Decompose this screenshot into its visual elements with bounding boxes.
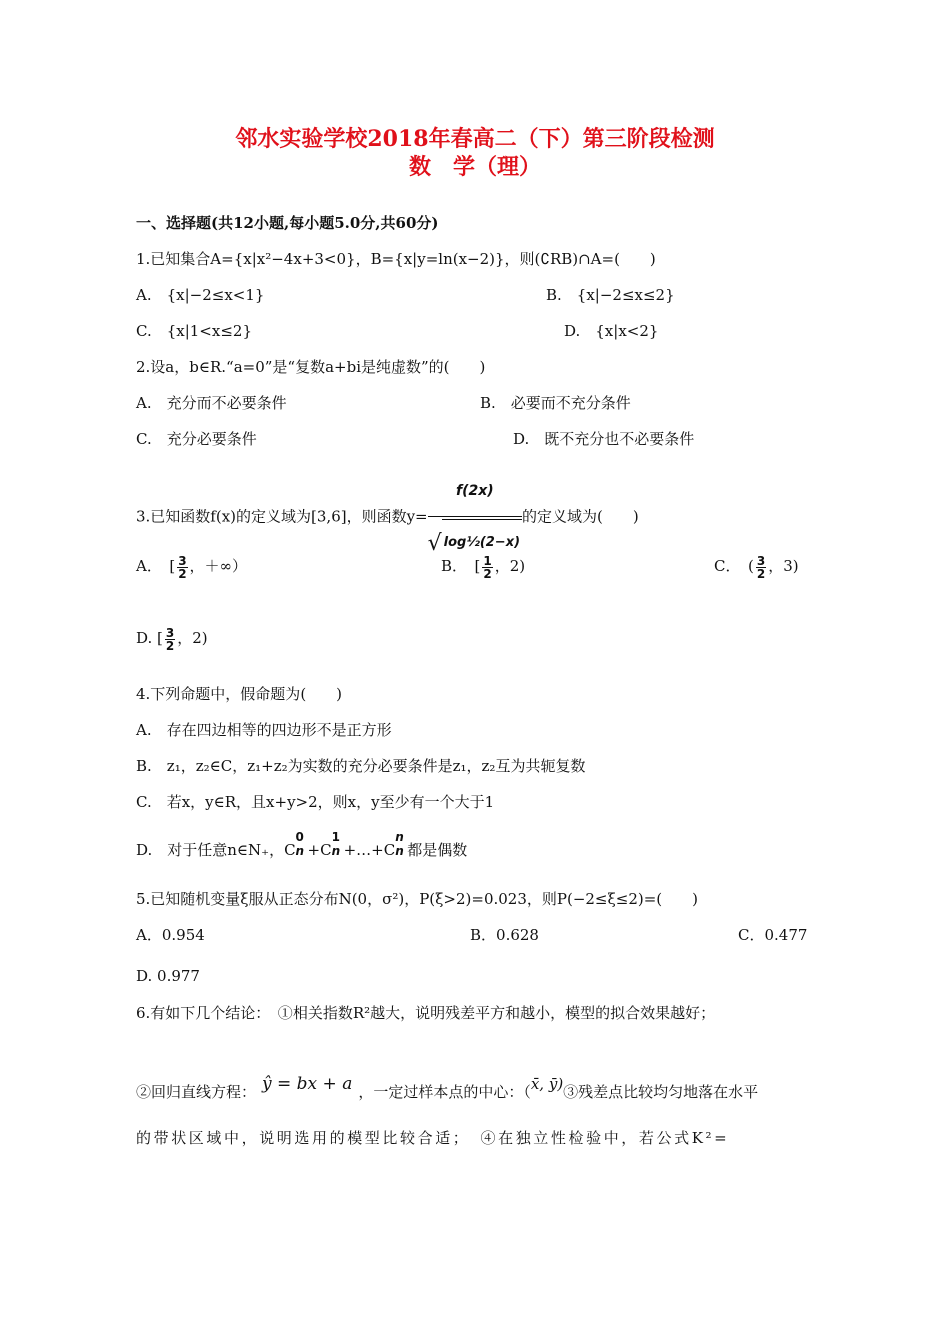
binom-n [395, 830, 407, 861]
q6-line3: 的带状区域中，说明选用的模型比较合适； ④在独立性检验中，若公式K²= [136, 1129, 730, 1147]
binom-top: 0 [295, 830, 304, 844]
q5-stem: 5.已知随机变量ξ服从正态分布N(0，σ²)，P(ξ>2)=0.023，则P(−2≤ξ≤2)=( ) [136, 890, 699, 908]
q3-option-d [136, 625, 208, 652]
q4-d-post: 都是偶数 [407, 841, 468, 859]
q2-option-a: A. 充分而不必要条件 [136, 394, 287, 412]
q3-d-frac [165, 627, 175, 652]
q5-option-d: D. 0.977 [136, 967, 200, 985]
frac-num: 3 [178, 553, 187, 568]
frac-den: 2 [165, 638, 175, 653]
q3-a-pre: A． [ [136, 557, 176, 575]
q6-line2-mid: ，一定过样本点的中心：（ [358, 1083, 531, 1101]
q5-option-b: B．0.628 [470, 926, 539, 944]
q3-option-a [136, 553, 247, 580]
q3-b-pre: B． [ [441, 557, 481, 575]
frac-den: 2 [178, 566, 187, 581]
binom-1 [331, 830, 344, 861]
q3-b-post: ，2) [494, 557, 526, 575]
q4-d-mid2: +…+C [343, 841, 396, 859]
binom-bottom: n [331, 844, 341, 858]
q2-option-d: D. 既不充分也不必要条件 [513, 430, 695, 448]
q4-option-b: B. z₁，z₂∈C，z₁+z₂为实数的充分必要条件是z₁，z₂互为共轭复数 [136, 757, 586, 775]
q3-radicand: log½(2−x) [442, 519, 522, 566]
binom-0 [295, 830, 308, 861]
binom-bottom: n [395, 844, 404, 858]
q3-a-frac [177, 555, 187, 580]
frac-den: 2 [483, 566, 492, 581]
q4-option-c: C. 若x，y∈R，且x+y>2，则x，y至少有一个大于1 [136, 793, 495, 811]
exam-subtitle: 数 学（理） [408, 154, 541, 180]
frac-num: 1 [483, 553, 492, 568]
q2-option-b: B. 必要而不充分条件 [480, 394, 631, 412]
exam-title: 邻水实验学校2018年春高二（下）第三阶段检测 [235, 126, 715, 152]
q3-option-c [714, 553, 799, 580]
q3-d-post: ，2) [177, 629, 208, 647]
regression-formula: ŷ = bx + a [262, 1074, 353, 1094]
binom-bottom: n [295, 844, 305, 858]
q1-option-c: C. {x|1<x≤2} [136, 322, 252, 340]
q3-stem-pre: 3.已知函数f(x)的定义域为[3,6]，则函数y= [136, 507, 428, 526]
q3-b-frac [482, 555, 492, 580]
q5-option-a: A．0.954 [136, 926, 205, 944]
sqrt-icon: √ [427, 531, 442, 556]
q3-option-b [441, 553, 525, 580]
q6-line2-post: ③残差点比较均匀地落在水平 [563, 1083, 759, 1101]
q4-option-a: A. 存在四边相等的四边形不是正方形 [136, 721, 392, 739]
q4-d-mid1: +C [307, 841, 332, 859]
q4-d-pre: D. 对于任意n∈N₊，C [136, 841, 296, 859]
q6-line1: 6.有如下几个结论： ①相关指数R²越大，说明残差平方和越小，模型的拟合效果越好； [136, 1004, 716, 1022]
q2-option-c: C. 充分必要条件 [136, 430, 257, 448]
q1-stem: 1.已知集合A={x|x²−4x+3<0}，B={x|y=ln(x−2)}，则(∁RB)∩A=( ) [136, 250, 656, 268]
q6-line2 [136, 1072, 758, 1104]
q3-d-pre: D. [ [136, 629, 163, 647]
q5-option-c: C．0.477 [738, 926, 808, 944]
q3-c-frac [756, 555, 766, 580]
q3-c-post: ，3) [768, 557, 799, 575]
frac-den: 2 [756, 566, 766, 581]
frac-num: 3 [165, 625, 175, 640]
binom-top: n [395, 830, 404, 844]
q1-option-a: A. {x|−2≤x<1} [136, 286, 265, 304]
section-heading: 一、选择题(共12小题,每小题5.0分,共60分) [136, 214, 439, 232]
sample-center: x̄, ȳ) [530, 1075, 564, 1093]
q4-stem: 4.下列命题中，假命题为( ) [136, 685, 343, 703]
q3-a-post: ，＋∞） [189, 557, 248, 575]
q2-stem: 2.设a，b∈R.“a=0”是“复数a+bi是纯虚数”的( ) [136, 358, 486, 376]
q3-frac-num: f(2x) [428, 468, 522, 517]
q6-line2-pre: ②回归直线方程： [136, 1083, 257, 1101]
q3-c-pre: C． ( [714, 557, 754, 575]
binom-top: 1 [331, 830, 340, 844]
q1-option-d: D. {x|x<2} [564, 322, 659, 340]
q4-option-d [136, 830, 468, 861]
q3-stem-post: 的定义域为( ) [522, 507, 639, 526]
frac-num: 3 [756, 553, 766, 568]
q1-option-b: B. {x|−2≤x≤2} [546, 286, 675, 304]
